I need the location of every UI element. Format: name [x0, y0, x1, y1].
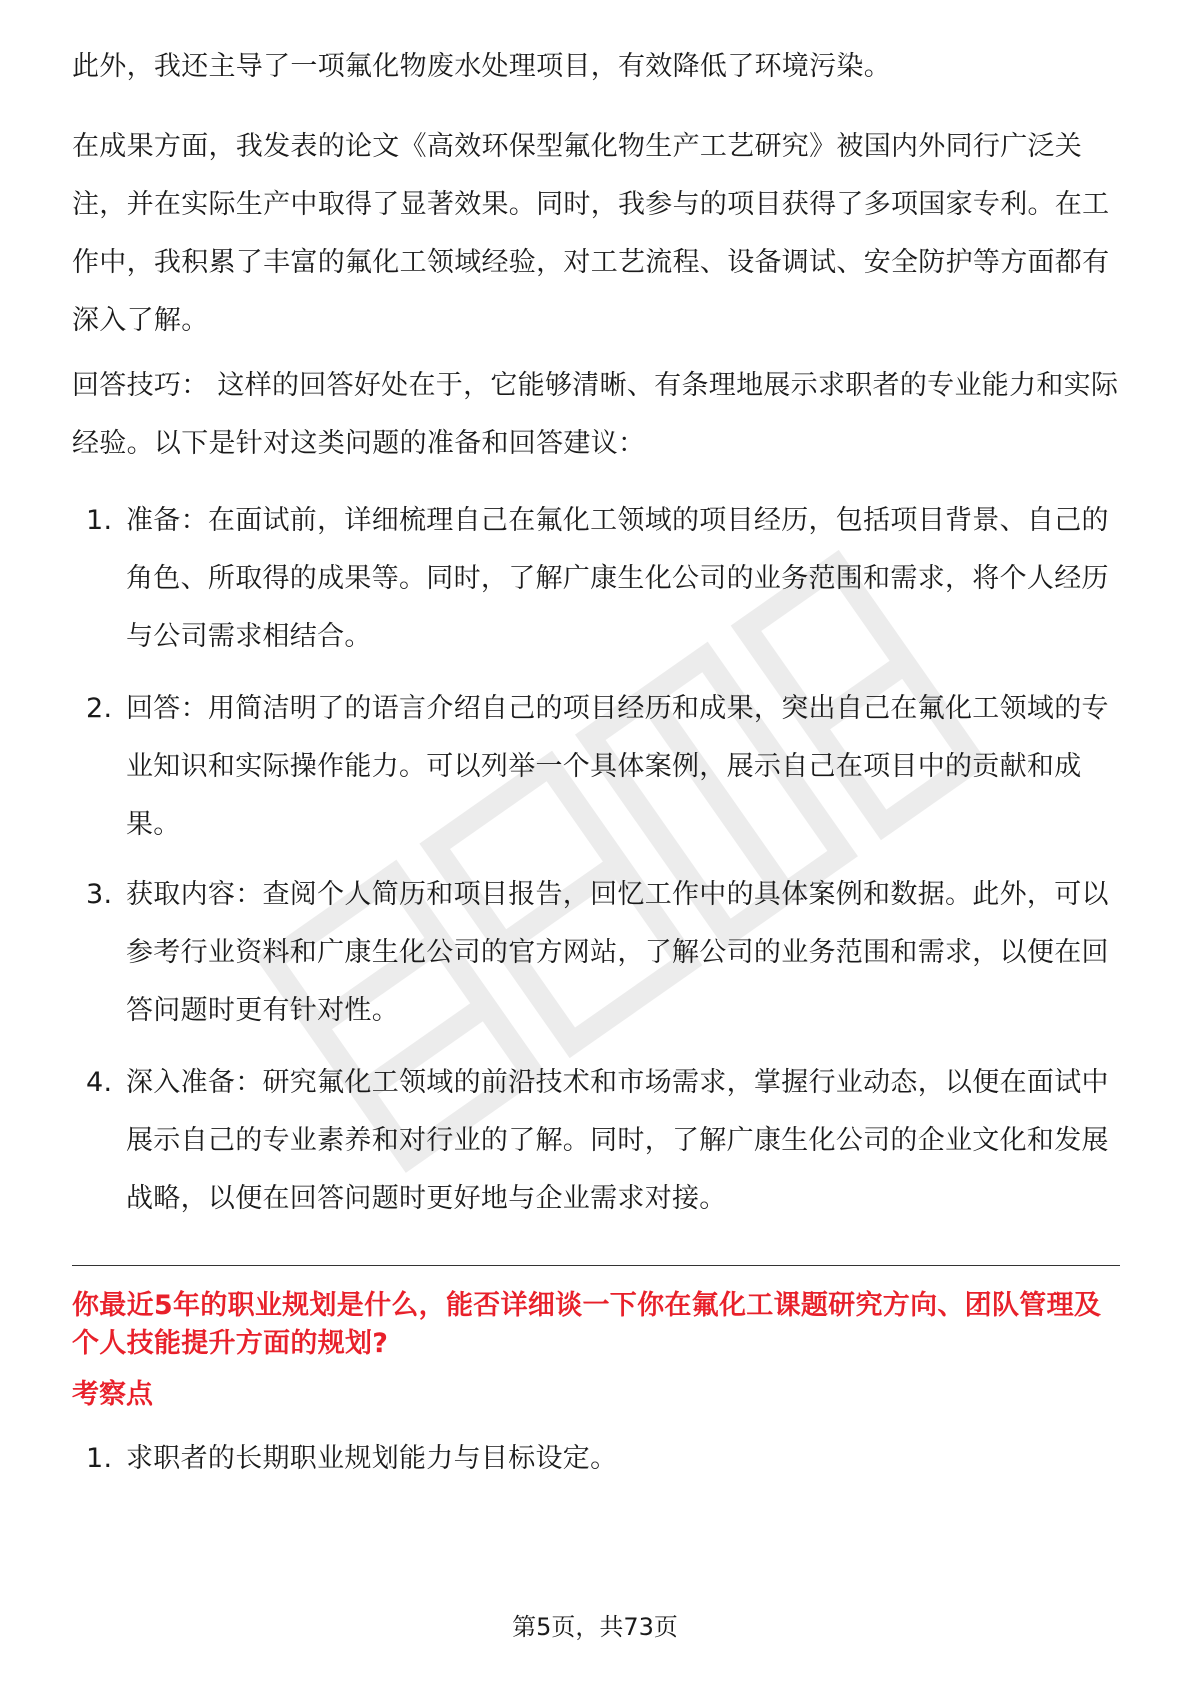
list-item: [72, 866, 1120, 1040]
list-item: [72, 1054, 1120, 1228]
paragraph-achievements: 在成果方面，我发表的论文《高效环保型氟化物生产工艺研究》被国内外同行广泛关注，并在实际生产中取得了显著效果。同时，我参与的项目获得了多项国家专利。在工作中，我积累了丰富的氟化工领域经验，对工艺流程、设备调试、安全防护等方面都有深入了解。: [72, 131, 1110, 336]
interview-question: 你最近5年的职业规划是什么，能否详细谈一下你在氟化工课题研究方向、团队管理及个人技能提升方面的规划?: [72, 1290, 1102, 1359]
list-item: [72, 492, 1120, 666]
page-footer: 第5页，共73页: [512, 1613, 678, 1641]
list-number: 4.: [86, 1067, 113, 1098]
paragraph-answer-tips: 回答技巧： 这样的回答好处在于，它能够清晰、有条理地展示求职者的专业能力和实际经验。以下是针对这类问题的准备和回答建议：: [72, 370, 1119, 459]
list-text: 准备：在面试前，详细梳理自己在氟化工领域的项目经历，包括项目背景、自己的角色、所取得的成果等。同时，了解广康生化公司的业务范围和需求，将个人经历与公司需求相结合。: [126, 505, 1109, 652]
list-number: 3.: [86, 879, 113, 910]
list-item: [72, 1430, 1120, 1488]
list-number: 1.: [86, 505, 113, 536]
list-text: 求职者的长期职业规划能力与目标设定。: [126, 1443, 618, 1474]
list-number: 1.: [86, 1443, 113, 1474]
focus-heading: 考察点: [72, 1379, 153, 1410]
list-text: 获取内容：查阅个人简历和项目报告，回忆工作中的具体案例和数据。此外，可以参考行业资料和广康生化公司的官方网站，了解公司的业务范围和需求，以便在回答问题时更有针对性。: [126, 879, 1109, 1026]
paragraph-intro: 此外，我还主导了一项氟化物废水处理项目，有效降低了环境污染。: [72, 51, 891, 82]
list-item: [72, 680, 1120, 854]
list-number: 2.: [86, 693, 113, 724]
list-text: 回答：用简洁明了的语言介绍自己的项目经历和成果，突出自己在氟化工领域的专业知识和实际操作能力。可以列举一个具体案例，展示自己在项目中的贡献和成果。: [126, 693, 1109, 840]
section-divider: [72, 1265, 1120, 1266]
list-text: 深入准备：研究氟化工领域的前沿技术和市场需求，掌握行业动态，以便在面试中展示自己的专业素养和对行业的了解。同时，了解广康生化公司的企业文化和发展战略，以便在回答问题时更好地与企业需求对接。: [126, 1067, 1109, 1214]
